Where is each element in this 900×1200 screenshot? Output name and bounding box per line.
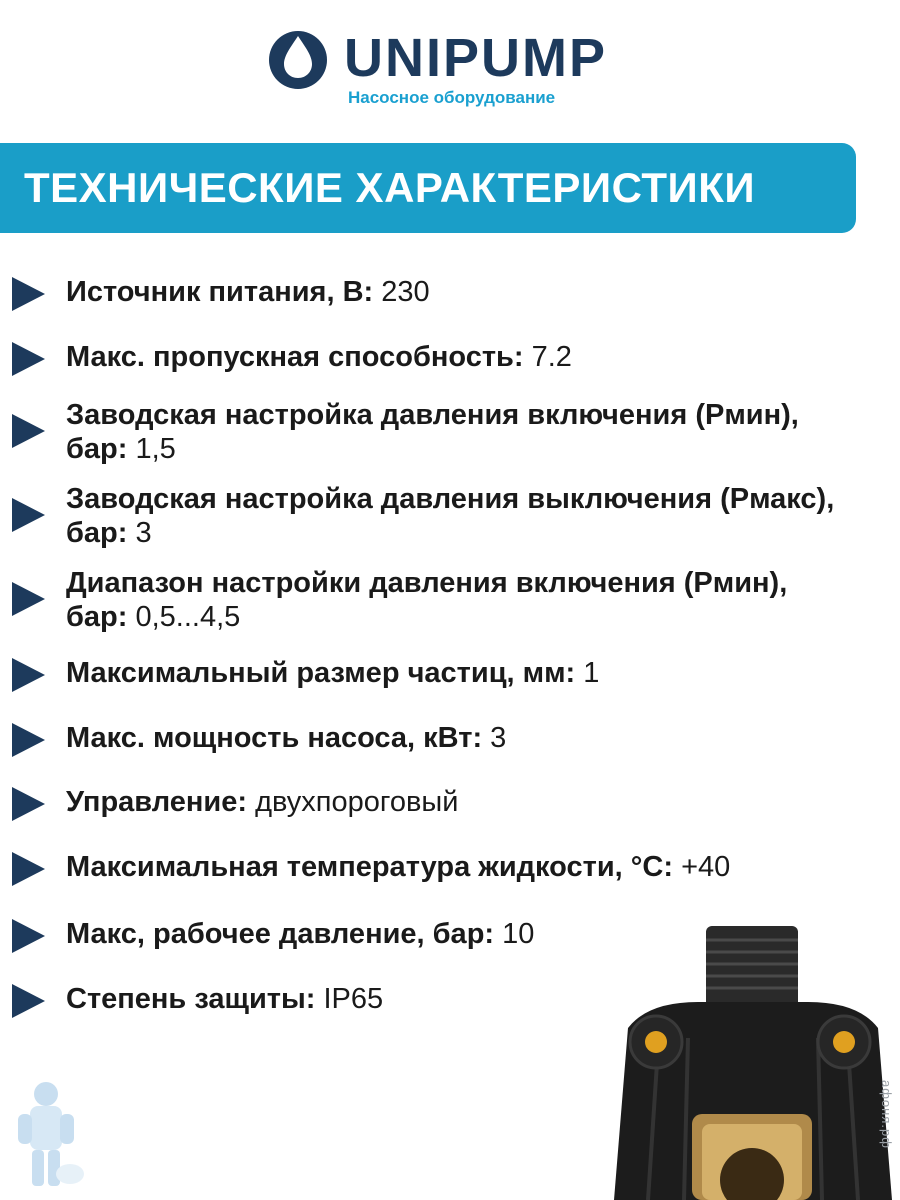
brand-name: UNIPUMP — [344, 28, 608, 88]
spec-label: Макс. мощность насоса, кВт: — [66, 722, 483, 754]
spec-label: Управление: — [66, 786, 248, 818]
spec-value: 10 — [502, 918, 535, 950]
spec-value: 0,5...4,5 — [135, 601, 241, 633]
spec-label: Заводская настройка давления выключения (Рмакс), бар: — [66, 483, 835, 549]
spec-value: 7.2 — [531, 341, 572, 373]
triangle-right-icon — [12, 852, 45, 886]
triangle-right-icon — [12, 582, 45, 616]
plumber-mascot-image — [8, 1078, 86, 1196]
triangle-right-icon — [12, 919, 45, 953]
spec-label: Максимальная температура жидкости, °С: — [66, 851, 673, 883]
spec-label: Источник питания, В: — [66, 276, 374, 308]
watermark: афоня.рф — [879, 1080, 894, 1149]
triangle-right-icon — [12, 414, 45, 448]
product-image — [588, 918, 900, 1200]
spec-value: 230 — [381, 276, 430, 308]
brand-tagline: Насосное оборудование — [348, 88, 556, 107]
spec-value: двухпороговый — [255, 786, 459, 818]
spec-label: Диапазон настройки давления включения (Рмин), бар: — [66, 567, 788, 633]
triangle-right-icon — [12, 498, 45, 532]
triangle-right-icon — [12, 984, 45, 1018]
triangle-right-icon — [12, 787, 45, 821]
spec-label: Степень защиты: — [66, 983, 316, 1015]
spec-label: Максимальный размер частиц, мм: — [66, 657, 576, 689]
section-title: ТЕХНИЧЕСКИЕ ХАРАКТЕРИСТИКИ — [24, 164, 756, 211]
spec-value: 1 — [583, 657, 600, 689]
spec-value: 1,5 — [135, 433, 176, 465]
spec-value: +40 — [681, 851, 731, 883]
spec-value: IP65 — [323, 983, 384, 1015]
section-banner — [0, 143, 856, 233]
triangle-right-icon — [12, 342, 45, 376]
spec-value: 3 — [135, 517, 152, 549]
triangle-right-icon — [12, 723, 45, 757]
brand-logo — [266, 24, 626, 114]
water-drop-icon — [266, 26, 330, 90]
spec-value: 3 — [490, 722, 507, 754]
triangle-right-icon — [12, 277, 45, 311]
spec-label: Макс, рабочее давление, бар: — [66, 918, 495, 950]
spec-label: Макс. пропускная способность: — [66, 341, 524, 373]
triangle-right-icon — [12, 658, 45, 692]
spec-label: Заводская настройка давления включения (Рмин), бар: — [66, 399, 799, 465]
